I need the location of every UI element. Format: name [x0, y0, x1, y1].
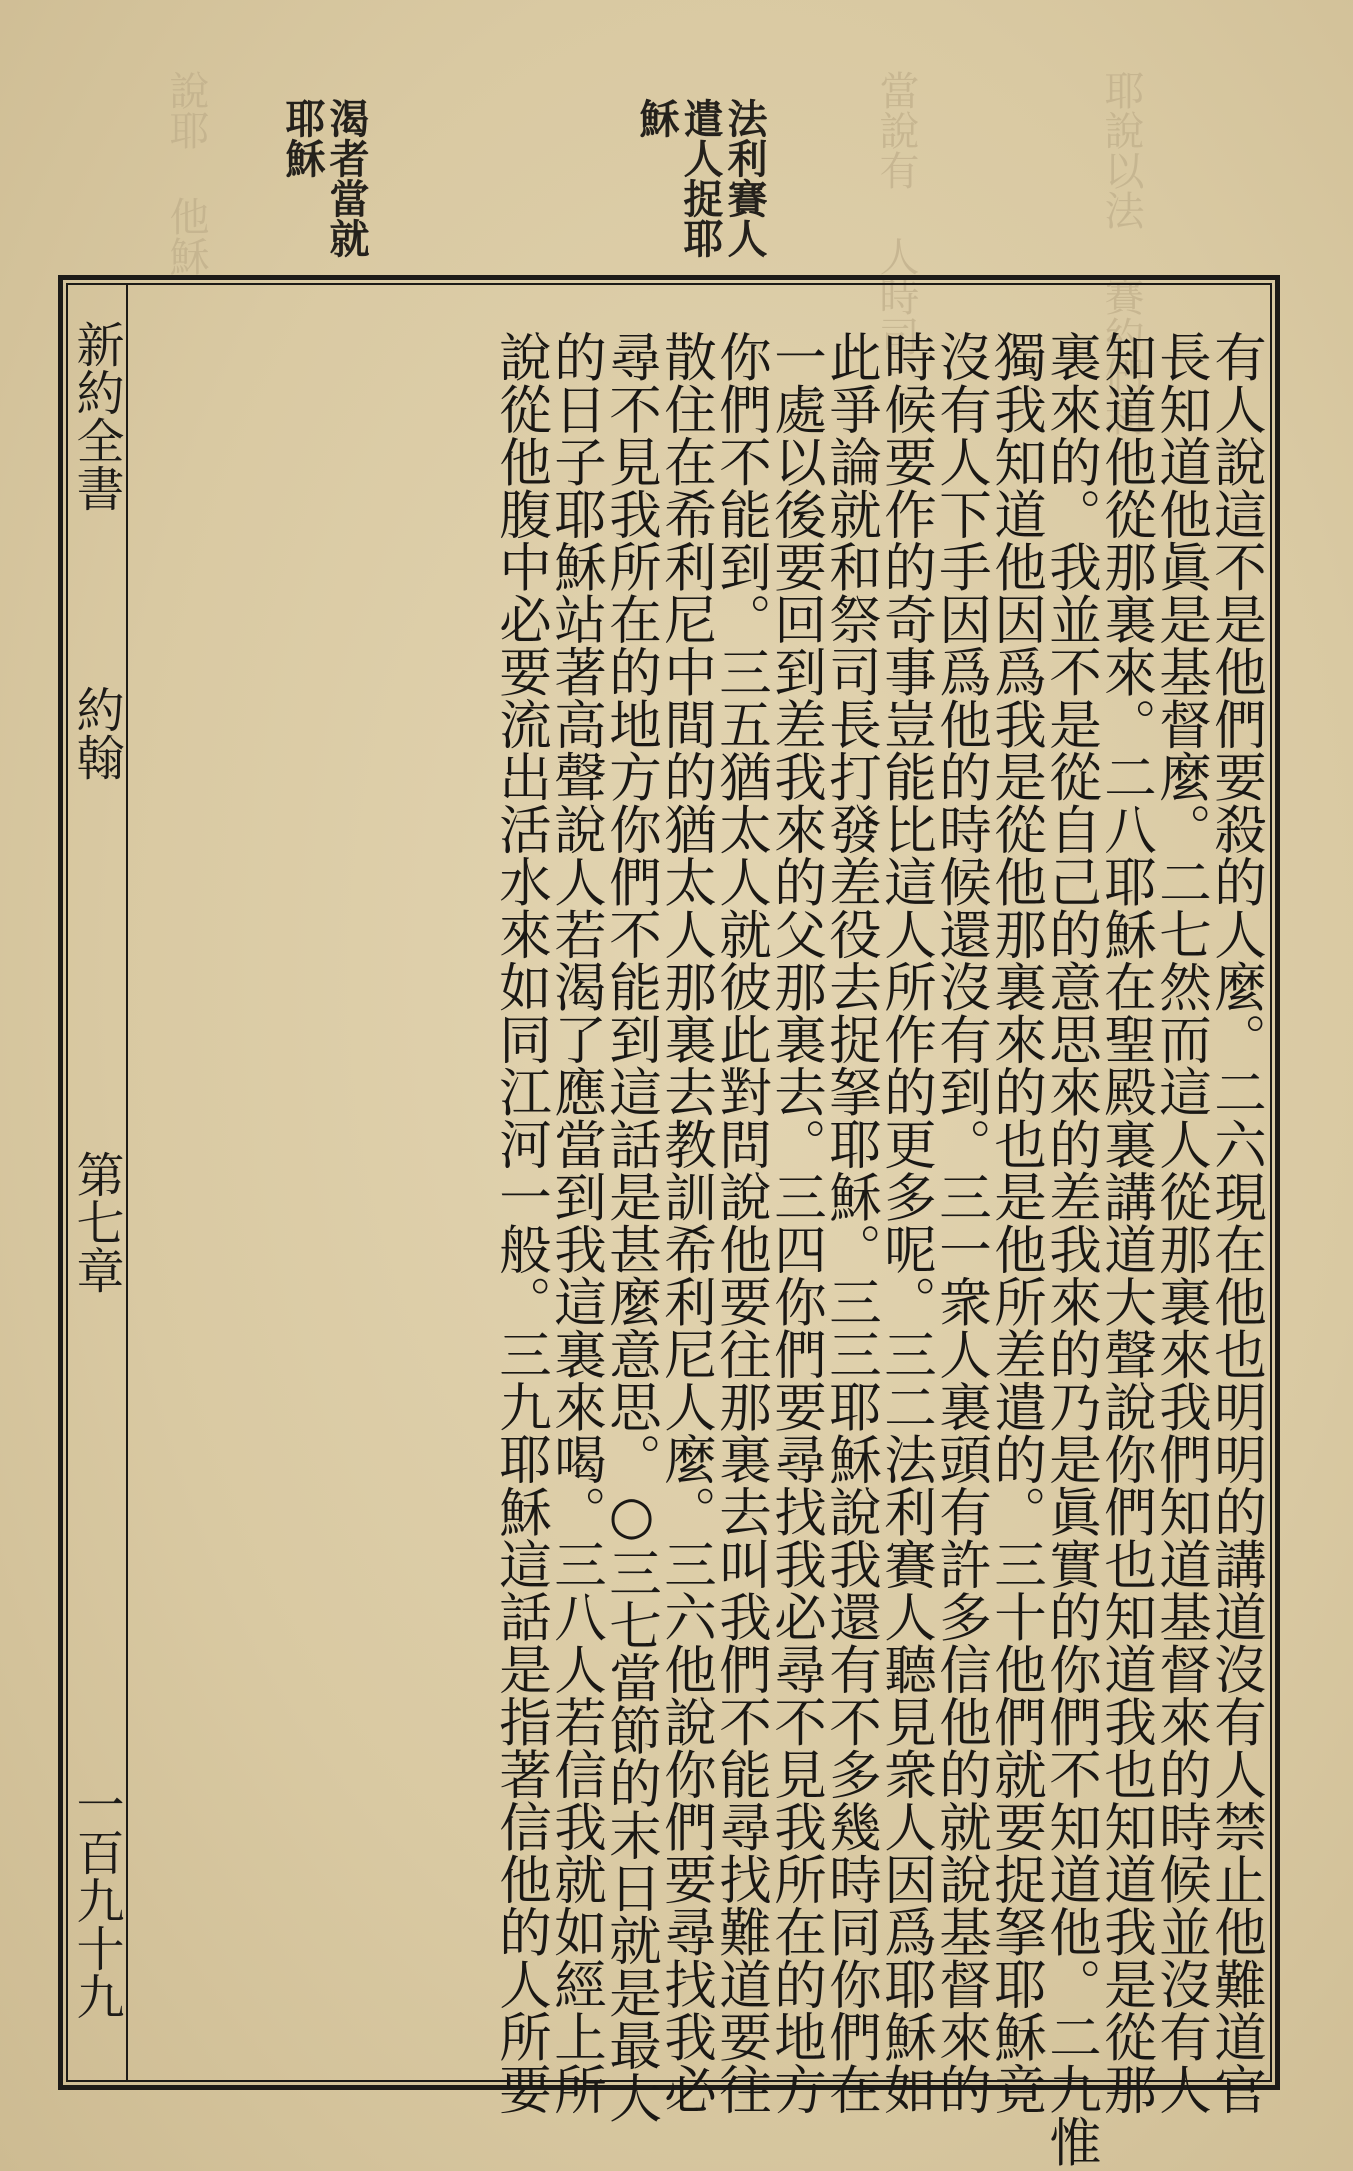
scripture-text — [150, 330, 1267, 2168]
bleed-through-text: 耶說以法 賽約們利 — [1098, 70, 1144, 436]
text-column: 有人說這不是他們要殺的人麼。二六現在他也明明的講道沒有人禁止他難道官 — [1206, 330, 1267, 2115]
running-header — [70, 295, 122, 2075]
text-column: 獨我知道他因爲我是從他那裏來的也是他所差遣的。三十他們就要捉拏耶穌竟 — [986, 330, 1047, 2115]
page-number: 一百九十九 — [68, 1780, 124, 2020]
text-column: 你們不能到。三五猶太人就彼此對問說他要往那裏去叫我們不能尋找難道要往 — [711, 330, 772, 2115]
margin-note-column: 耶穌 — [279, 98, 326, 178]
text-column: 一處以後要回到差我來的父那裏去。三四你們要尋找我必尋不見我所在的地方 — [766, 330, 827, 2115]
text-column: 沒有人下手因爲他的時候還沒有到。三一衆人裏頭有許多信他的就說基督來的 — [931, 330, 992, 2115]
text-column: 說從他腹中必要流出活水來如同江河一般。三九耶穌這話是指著信他的人所要 — [491, 330, 552, 2115]
margin-note-column: 法利賽人 — [721, 98, 768, 258]
margin-note-column: 渴者當就 — [323, 98, 370, 258]
chapter-label: 第七章 — [68, 1150, 124, 1294]
gospel-name: 約翰 — [68, 685, 124, 781]
margin-note-pharisees — [634, 98, 766, 298]
bleed-through-text: 當說有 人時司 — [873, 70, 919, 356]
bleed-through-text: 說耶 他穌 — [163, 70, 209, 276]
text-column: 尋不見我所在的地方你們不能到這話是甚麼意思。○三七當節的末日就是最大 — [601, 330, 662, 2124]
margin-note-column: 穌 — [633, 98, 680, 138]
text-column: 知道他從那裏來。二八耶穌在聖殿裏講道大聲說你們也知道我也知道我是從那 — [1096, 330, 1157, 2115]
text-column: 此爭論就和祭司長打發差役去捉拏耶穌。三三耶穌說我還有不多幾時同你們在 — [821, 330, 882, 2115]
margin-note-column: 遣人捉耶 — [677, 98, 724, 258]
text-column: 裏來的。我並不是從自己的意思來的差我來的乃是眞實的你們不知道他。二九惟 — [1041, 330, 1102, 2168]
text-column: 的日子耶穌站著高聲說人若渴了應當到我這裏來喝。三八人若信我就如經上所 — [546, 330, 607, 2115]
header-divider — [126, 284, 128, 2081]
text-column: 時候要作的奇事豈能比這人所作的更多呢。三二法利賽人聽見衆人因爲耶穌如 — [876, 330, 937, 2115]
text-column: 長知道他眞是基督麼。二七然而這人從那裏來我們知道基督來的時候並沒有人 — [1151, 330, 1212, 2115]
book-title: 新約全書 — [68, 320, 124, 512]
text-column: 散住在希利尼中間的猶太人那裏去教訓希利尼人麼。三六他說你們要尋找我必 — [656, 330, 717, 2115]
margin-note-thirsty — [280, 98, 368, 288]
